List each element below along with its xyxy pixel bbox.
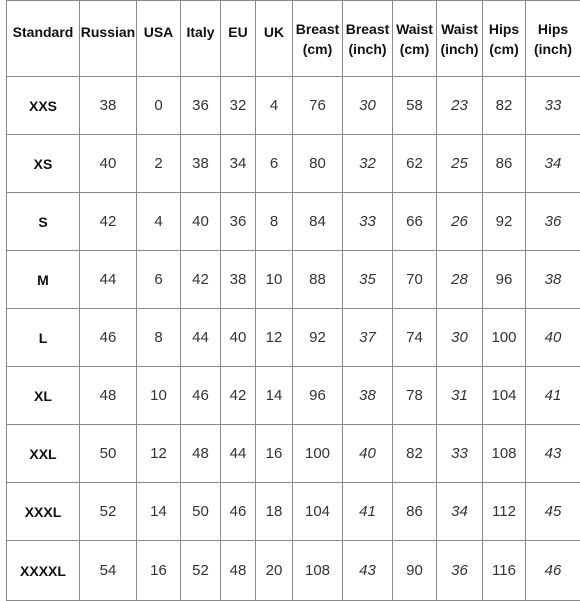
column-header-label: Hips	[526, 19, 580, 39]
table-cell: 6	[137, 251, 181, 309]
table-row	[7, 77, 580, 135]
table-cell: 50	[181, 483, 221, 541]
header-row	[7, 1, 580, 77]
table-cell: 43	[526, 425, 580, 483]
column-header-unit: (inch)	[526, 39, 580, 59]
table-cell: 82	[483, 77, 526, 135]
table-row	[7, 193, 580, 251]
table-cell: 8	[137, 309, 181, 367]
table-cell: 16	[137, 541, 181, 601]
column-header	[221, 1, 256, 77]
table-cell: 40	[343, 425, 393, 483]
table-cell: 100	[483, 309, 526, 367]
size-chart-table	[6, 0, 580, 601]
table-cell: 28	[437, 251, 483, 309]
column-header	[526, 1, 580, 77]
table-cell: 36	[181, 77, 221, 135]
table-row	[7, 425, 580, 483]
table-cell: 44	[80, 251, 137, 309]
table-cell: 12	[256, 309, 293, 367]
column-header	[437, 1, 483, 77]
column-header-unit: (cm)	[293, 39, 342, 59]
table-cell: 96	[483, 251, 526, 309]
table-cell: 88	[293, 251, 343, 309]
table-cell: 37	[343, 309, 393, 367]
column-header-label: Breast	[293, 19, 342, 39]
table-cell: 35	[343, 251, 393, 309]
table-cell: 38	[526, 251, 580, 309]
table-cell: 18	[256, 483, 293, 541]
table-cell: 36	[437, 541, 483, 601]
table-cell: 90	[393, 541, 437, 601]
table-cell: 78	[393, 367, 437, 425]
table-cell: 66	[393, 193, 437, 251]
table-cell: 33	[343, 193, 393, 251]
table-cell: 74	[393, 309, 437, 367]
column-header	[483, 1, 526, 77]
table-cell: 116	[483, 541, 526, 601]
table-cell: 42	[80, 193, 137, 251]
table-cell: 40	[80, 135, 137, 193]
column-header-label: Russian	[80, 23, 136, 41]
table-cell: 45	[526, 483, 580, 541]
table-cell: 12	[137, 425, 181, 483]
table-cell: 38	[221, 251, 256, 309]
table-cell: 38	[343, 367, 393, 425]
column-header-label: Breast	[343, 19, 392, 39]
table-row	[7, 367, 580, 425]
table-cell: 33	[526, 77, 580, 135]
table-cell: 8	[256, 193, 293, 251]
table-cell: 43	[343, 541, 393, 601]
table-cell: 42	[221, 367, 256, 425]
column-header-unit: (cm)	[393, 39, 436, 59]
table-cell: 36	[221, 193, 256, 251]
table-cell: 41	[343, 483, 393, 541]
table-row	[7, 541, 580, 601]
table-cell: 26	[437, 193, 483, 251]
table-cell: 32	[343, 135, 393, 193]
table-cell: 33	[437, 425, 483, 483]
column-header-label: Waist	[393, 19, 436, 39]
column-header-label: Standard	[7, 23, 79, 41]
column-header	[343, 1, 393, 77]
column-header	[137, 1, 181, 77]
table-cell: 20	[256, 541, 293, 601]
table-cell: 40	[526, 309, 580, 367]
table-cell: 36	[526, 193, 580, 251]
table-cell: 30	[437, 309, 483, 367]
table-cell: 34	[437, 483, 483, 541]
table-cell: 14	[256, 367, 293, 425]
table-cell: 25	[437, 135, 483, 193]
table-cell: 4	[256, 77, 293, 135]
table-cell: 46	[221, 483, 256, 541]
table-cell: 0	[137, 77, 181, 135]
column-header-unit: (cm)	[483, 39, 525, 59]
table-cell: 16	[256, 425, 293, 483]
size-label-cell: M	[7, 251, 80, 309]
table-cell: 92	[293, 309, 343, 367]
table-cell: 52	[80, 483, 137, 541]
size-label-cell: L	[7, 309, 80, 367]
column-header-label: USA	[137, 23, 180, 41]
table-cell: 6	[256, 135, 293, 193]
table-cell: 41	[526, 367, 580, 425]
table-row	[7, 135, 580, 193]
table-cell: 104	[483, 367, 526, 425]
table-cell: 82	[393, 425, 437, 483]
table-cell: 10	[256, 251, 293, 309]
table-cell: 44	[181, 309, 221, 367]
table-header	[7, 1, 580, 77]
column-header-label: EU	[221, 23, 255, 41]
column-header-unit: (inch)	[437, 39, 482, 59]
table-cell: 54	[80, 541, 137, 601]
table-cell: 112	[483, 483, 526, 541]
table-cell: 80	[293, 135, 343, 193]
table-cell: 10	[137, 367, 181, 425]
table-row	[7, 309, 580, 367]
column-header	[80, 1, 137, 77]
table-cell: 96	[293, 367, 343, 425]
table-cell: 2	[137, 135, 181, 193]
table-cell: 46	[181, 367, 221, 425]
table-cell: 46	[526, 541, 580, 601]
table-row	[7, 483, 580, 541]
table-cell: 14	[137, 483, 181, 541]
table-cell: 70	[393, 251, 437, 309]
table-cell: 44	[221, 425, 256, 483]
table-body	[7, 77, 580, 601]
size-label-cell: XXXL	[7, 483, 80, 541]
table-cell: 46	[80, 309, 137, 367]
table-cell: 48	[80, 367, 137, 425]
table-cell: 48	[181, 425, 221, 483]
column-header-label: Waist	[437, 19, 482, 39]
table-cell: 108	[483, 425, 526, 483]
column-header-unit: (inch)	[343, 39, 392, 59]
table-cell: 32	[221, 77, 256, 135]
table-cell: 48	[221, 541, 256, 601]
table-cell: 38	[80, 77, 137, 135]
table-cell: 92	[483, 193, 526, 251]
table-cell: 84	[293, 193, 343, 251]
size-label-cell: XXXXL	[7, 541, 80, 601]
table-cell: 86	[393, 483, 437, 541]
column-header	[7, 1, 80, 77]
table-cell: 42	[181, 251, 221, 309]
table-cell: 40	[181, 193, 221, 251]
table-cell: 62	[393, 135, 437, 193]
size-label-cell: XXL	[7, 425, 80, 483]
table-cell: 38	[181, 135, 221, 193]
table-cell: 86	[483, 135, 526, 193]
column-header-label: Italy	[181, 23, 220, 41]
table-cell: 104	[293, 483, 343, 541]
table-cell: 50	[80, 425, 137, 483]
column-header-label: Hips	[483, 19, 525, 39]
size-label-cell: S	[7, 193, 80, 251]
column-header	[293, 1, 343, 77]
table-cell: 34	[221, 135, 256, 193]
column-header	[393, 1, 437, 77]
size-label-cell: XS	[7, 135, 80, 193]
table-cell: 4	[137, 193, 181, 251]
table-cell: 108	[293, 541, 343, 601]
size-label-cell: XXS	[7, 77, 80, 135]
table-cell: 30	[343, 77, 393, 135]
column-header-label: UK	[256, 23, 292, 41]
table-row	[7, 251, 580, 309]
column-header	[256, 1, 293, 77]
table-cell: 100	[293, 425, 343, 483]
table-cell: 34	[526, 135, 580, 193]
table-cell: 76	[293, 77, 343, 135]
table-cell: 23	[437, 77, 483, 135]
table-cell: 52	[181, 541, 221, 601]
table-cell: 31	[437, 367, 483, 425]
size-label-cell: XL	[7, 367, 80, 425]
table-cell: 58	[393, 77, 437, 135]
table-cell: 40	[221, 309, 256, 367]
column-header	[181, 1, 221, 77]
